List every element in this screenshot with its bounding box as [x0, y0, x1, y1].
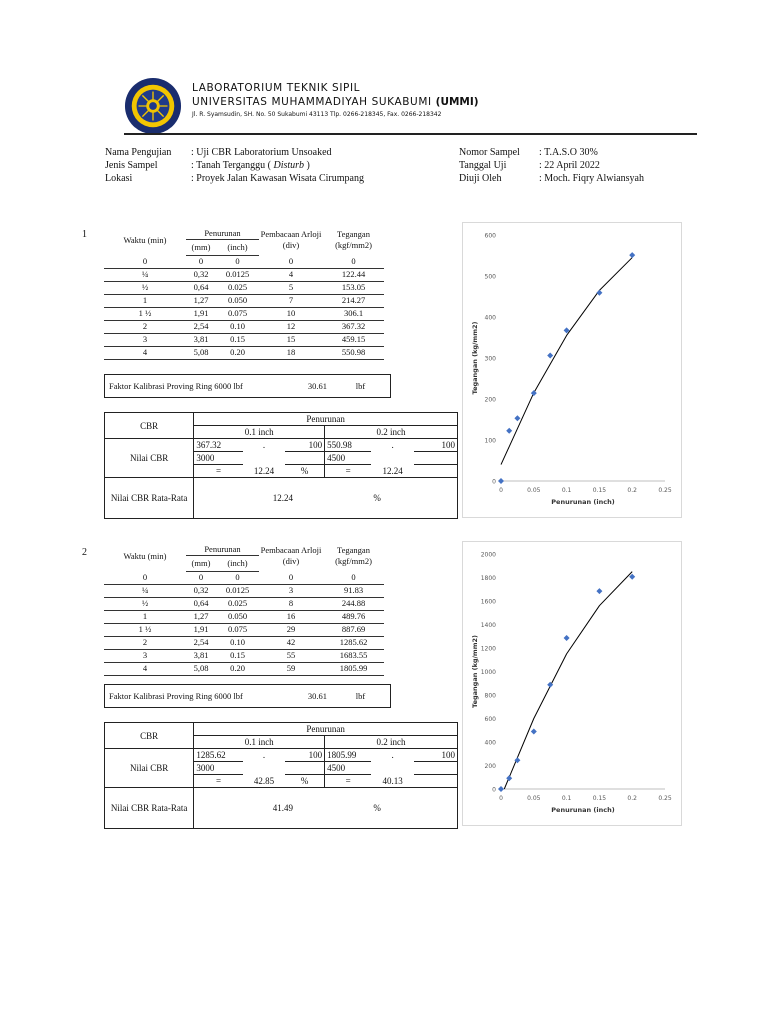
- table-cell: 367.32: [323, 320, 384, 333]
- table-header-row: Waktu (min) Penurunan Pembacaan Arloji (div) Tegangan (kgf/mm2): [104, 541, 384, 556]
- table-cell: 0.075: [216, 623, 259, 636]
- table-cell: 0,32: [186, 268, 216, 281]
- table-cell: 0.20: [216, 662, 259, 675]
- table-cell: 91.83: [323, 584, 384, 597]
- table-row: [104, 571, 384, 584]
- table-cell: 1,91: [186, 623, 216, 636]
- y-tick-label: 0: [492, 478, 496, 486]
- data-point: [498, 478, 504, 484]
- table-row: [104, 623, 384, 636]
- table-cell: 0: [323, 571, 384, 584]
- table-cell: 0.15: [216, 649, 259, 662]
- university-name: UNIVERSITAS MUHAMMADIYAH SUKABUMI (UMMI): [192, 96, 479, 108]
- table-cell: 2: [104, 320, 186, 333]
- table-cell: 0,64: [186, 281, 216, 294]
- table-body: [104, 571, 384, 675]
- cbr-table: CBR Penurunan 0.1 inch 0.2 inch Nilai CBR 1285.62 . 100 1805.99 . 100 3000 4500 = 42.85 % = 40.13 Nilai CBR Rata-Rata 41.49 %: [104, 722, 458, 829]
- table-row: [104, 610, 384, 623]
- table-cell: 2,54: [186, 636, 216, 649]
- table-cell: 122.44: [323, 268, 384, 281]
- table-cell: ¼: [104, 584, 186, 597]
- table-cell: 3,81: [186, 649, 216, 662]
- table-cell: 0,64: [186, 597, 216, 610]
- table-cell: 0: [259, 571, 323, 584]
- table-cell: 0.025: [216, 597, 259, 610]
- data-point: [629, 574, 635, 580]
- x-tick-label: 0.15: [592, 487, 607, 494]
- table-cell: 0: [186, 571, 216, 584]
- y-tick-label: 500: [484, 273, 496, 281]
- university-logo: [124, 77, 182, 135]
- table-cell: 8: [259, 597, 323, 610]
- y-tick-label: 400: [484, 739, 496, 747]
- data-point: [596, 588, 602, 594]
- info-right: Nomor Sampel : T.A.S.O 30% Tanggal Uji : 22 April 2022 Diuji Oleh : Moch. Fiqry Alwiansyah: [459, 147, 644, 184]
- x-tick-label: 0.1: [561, 487, 572, 494]
- data-point: [547, 352, 553, 358]
- table-cell: 0.050: [216, 294, 259, 307]
- table-row: [104, 294, 384, 307]
- y-tick-label: 1000: [480, 669, 496, 676]
- address: Jl. R. Syamsudin, SH. No. 50 Sukabumi 43113 Tlp. 0266-218345, Fax. 0266-218342: [192, 111, 442, 118]
- x-tick-label: 0.2: [627, 487, 637, 494]
- cbr-table: CBR Penurunan 0.1 inch 0.2 inch Nilai CBR 367.32 . 100 550.98 . 100 3000 4500 = 12.24 % = 12.24 Nilai CBR Rata-Rata 12.24 %: [104, 412, 458, 519]
- table-cell: 2: [104, 636, 186, 649]
- table-row: [104, 307, 384, 320]
- test-table: [104, 541, 384, 676]
- table-cell: ½: [104, 281, 186, 294]
- sample-number: 2: [82, 547, 87, 558]
- x-tick-label: 0.25: [658, 795, 672, 802]
- table-cell: 459.15: [323, 333, 384, 346]
- x-tick-label: 0.25: [658, 487, 672, 494]
- y-tick-label: 1800: [480, 575, 496, 582]
- table-cell: 550.98: [323, 346, 384, 359]
- y-tick-label: 0: [492, 786, 496, 794]
- table-row: [104, 346, 384, 359]
- table-cell: 5: [259, 281, 323, 294]
- chart-1: [462, 222, 682, 518]
- table-cell: 153.05: [323, 281, 384, 294]
- y-axis-label: Tegangan (kg/mm2): [471, 635, 479, 708]
- table-cell: 4: [259, 268, 323, 281]
- y-tick-label: 200: [484, 396, 496, 404]
- table-cell: 55: [259, 649, 323, 662]
- table-cell: 1,27: [186, 294, 216, 307]
- table-cell: 0.0125: [216, 584, 259, 597]
- table-row: [104, 281, 384, 294]
- table-header-row: Waktu (min) Penurunan Pembacaan Arloji (div) Tegangan (kgf/mm2): [104, 225, 384, 240]
- y-tick-label: 300: [484, 355, 496, 363]
- table-subheader-row: (mm) (inch): [104, 556, 384, 571]
- table-cell: 0.025: [216, 281, 259, 294]
- table-row: [104, 584, 384, 597]
- x-tick-label: 0.1: [561, 795, 572, 802]
- table-cell: 7: [259, 294, 323, 307]
- header-divider: [124, 133, 697, 135]
- y-tick-label: 1600: [480, 598, 496, 606]
- table-cell: 887.69: [323, 623, 384, 636]
- table-subheader-row: (mm) (inch): [104, 240, 384, 255]
- table-cell: 1: [104, 610, 186, 623]
- kalibrasi-box: Faktor Kalibrasi Proving Ring 6000 lbf 30.61 lbf: [104, 684, 391, 708]
- table-cell: 0.10: [216, 320, 259, 333]
- data-point: [531, 728, 537, 734]
- table-cell: 1: [104, 294, 186, 307]
- data-point: [506, 428, 512, 434]
- y-tick-label: 100: [484, 437, 496, 445]
- sample-number: 1: [82, 229, 87, 240]
- data-point: [629, 252, 635, 258]
- table-row: [104, 597, 384, 610]
- lab-name: LABORATORIUM TEKNIK SIPIL: [192, 82, 361, 94]
- x-axis-label: Penurunan (inch): [551, 806, 615, 814]
- table-cell: 3: [104, 649, 186, 662]
- chart-2: [462, 541, 682, 826]
- table-cell: ¼: [104, 268, 186, 281]
- data-point: [498, 786, 504, 792]
- table-cell: 214.27: [323, 294, 384, 307]
- y-axis-label: Tegangan (kg/mm2): [471, 321, 479, 395]
- table-cell: 0.20: [216, 346, 259, 359]
- table-cell: 0: [104, 255, 186, 268]
- data-point: [596, 290, 602, 296]
- table-cell: 0: [104, 571, 186, 584]
- table-row: [104, 268, 384, 281]
- table-row: [104, 636, 384, 649]
- table-cell: 29: [259, 623, 323, 636]
- table-cell: 3,81: [186, 333, 216, 346]
- table-cell: 16: [259, 610, 323, 623]
- table-cell: ½: [104, 597, 186, 610]
- table-cell: 3: [259, 584, 323, 597]
- table-cell: 1,91: [186, 307, 216, 320]
- table-cell: 2,54: [186, 320, 216, 333]
- y-tick-label: 600: [484, 232, 496, 240]
- table-cell: 0,32: [186, 584, 216, 597]
- table-row: [104, 662, 384, 675]
- table-cell: 306.1: [323, 307, 384, 320]
- table-cell: 0.15: [216, 333, 259, 346]
- table-cell: 18: [259, 346, 323, 359]
- table-cell: 5,08: [186, 346, 216, 359]
- table-cell: 4: [104, 346, 186, 359]
- table-cell: 0.10: [216, 636, 259, 649]
- table-cell: 489.76: [323, 610, 384, 623]
- x-tick-label: 0.05: [527, 795, 541, 802]
- table-cell: 0: [216, 255, 259, 268]
- table-cell: 59: [259, 662, 323, 675]
- data-point: [531, 390, 537, 396]
- table-body: [104, 255, 384, 359]
- table-cell: 3: [104, 333, 186, 346]
- table-cell: 1,27: [186, 610, 216, 623]
- table-cell: 0.075: [216, 307, 259, 320]
- x-axis-label: Penurunan (inch): [551, 498, 615, 506]
- table-cell: 1805.99: [323, 662, 384, 675]
- table-cell: 0: [186, 255, 216, 268]
- table-cell: 12: [259, 320, 323, 333]
- y-tick-label: 400: [484, 314, 496, 322]
- table-cell: 244.88: [323, 597, 384, 610]
- table-cell: 0: [259, 255, 323, 268]
- table-cell: 42: [259, 636, 323, 649]
- x-tick-label: 0.15: [592, 795, 607, 802]
- data-point: [514, 415, 520, 421]
- table-cell: 15: [259, 333, 323, 346]
- table-row: [104, 320, 384, 333]
- x-tick-label: 0.2: [627, 795, 637, 802]
- table-cell: 0.0125: [216, 268, 259, 281]
- table-cell: 1 ½: [104, 623, 186, 636]
- trendline: [501, 258, 632, 465]
- y-tick-label: 600: [484, 716, 496, 723]
- table-cell: 5,08: [186, 662, 216, 675]
- table-cell: 1683.55: [323, 649, 384, 662]
- table-cell: 1285.62: [323, 636, 384, 649]
- y-tick-label: 800: [484, 692, 496, 700]
- y-tick-label: 2000: [480, 551, 496, 559]
- data-point: [506, 775, 512, 781]
- table-row: [104, 649, 384, 662]
- x-tick-label: 0.05: [527, 487, 541, 494]
- test-table: [104, 225, 384, 360]
- table-cell: 0.050: [216, 610, 259, 623]
- x-tick-label: 0: [499, 487, 503, 494]
- table-row: [104, 333, 384, 346]
- x-tick-label: 0: [499, 795, 503, 802]
- table-cell: 4: [104, 662, 186, 675]
- table-cell: 10: [259, 307, 323, 320]
- info-left: Nama Pengujian : Uji CBR Laboratorium Unsoaked Jenis Sampel : Tanah Terganggu ( Disturb ) Lokasi : Proyek Jalan Kawasan Wisata Cirumpang: [105, 147, 364, 184]
- table-cell: 0: [323, 255, 384, 268]
- trendline: [504, 572, 632, 789]
- data-point: [564, 635, 570, 641]
- kalibrasi-box: Faktor Kalibrasi Proving Ring 6000 lbf 30.61 lbf: [104, 374, 391, 398]
- y-tick-label: 1400: [480, 622, 496, 629]
- table-row: [104, 255, 384, 268]
- table-cell: 0: [216, 571, 259, 584]
- y-tick-label: 200: [484, 763, 496, 770]
- table-cell: 1 ½: [104, 307, 186, 320]
- y-tick-label: 1200: [480, 645, 496, 653]
